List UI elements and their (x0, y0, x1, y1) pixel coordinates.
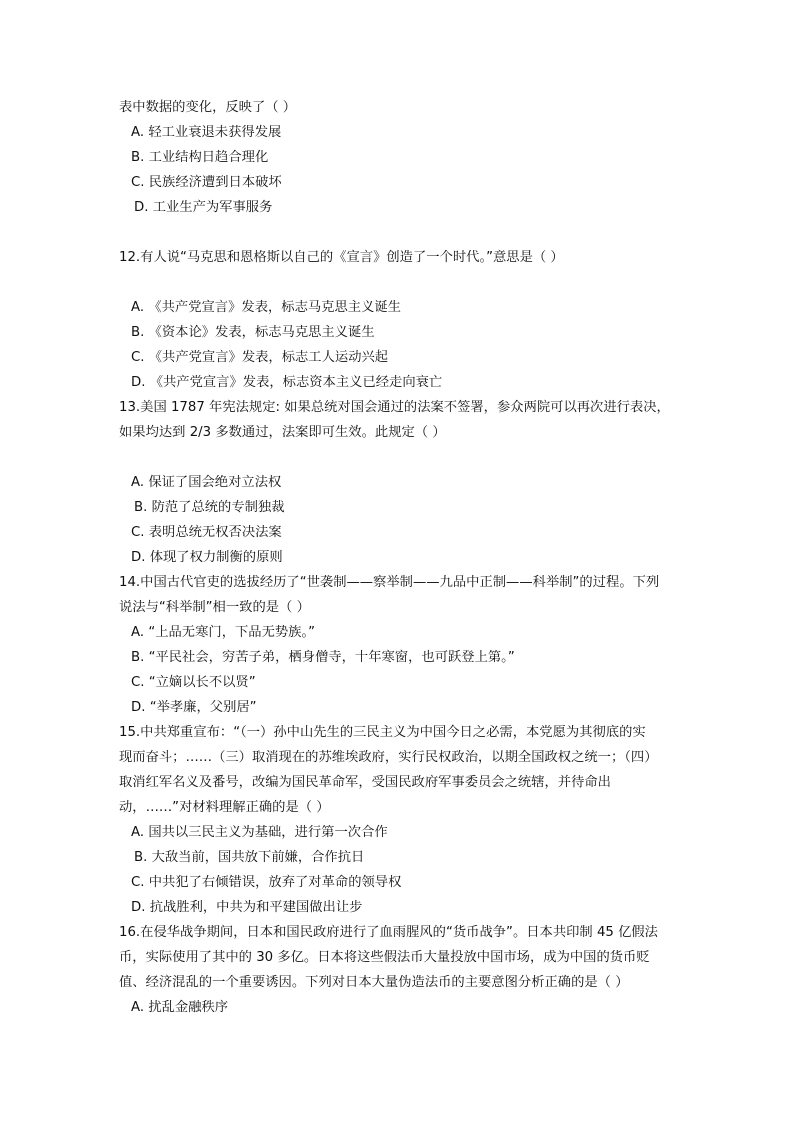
q15-stem-line-4: 动，……”对材料理解正确的是（ ） (119, 800, 330, 815)
q13-option-a: A. 保证了国会绝对立法权 (131, 475, 282, 490)
q12-option-d: D. 《共产党宣言》发表，标志资本主义已经走向衰亡 (131, 375, 443, 390)
q16-stem-line-2: 币，实际使用了其中的 30 多亿。日本将这些假法币大量投放中国市场，成为中国的货币贬 (119, 950, 650, 965)
q11-option-c: C. 民族经济遭到日本破坏 (131, 175, 282, 190)
q12-option-c: C. 《共产党宣言》发表，标志工人运动兴起 (131, 350, 389, 365)
q13-option-c: C. 表明总统无权否决法案 (131, 525, 282, 540)
q14-option-c: C. “立嫡以长不以贤” (131, 675, 256, 690)
q13-option-b: B. 防范了总统的专制独裁 (134, 500, 285, 515)
q14-option-a: A. “上品无寒门，下品无势族。” (131, 625, 316, 640)
q13-stem-line-1: 13.美国 1787 年宪法规定: 如果总统对国会通过的法案不签署，参众两院可以再次进行表决， (119, 400, 670, 415)
q14-stem-line-2: 说法与“科举制”相一致的是（ ） (119, 600, 310, 615)
q12-option-a: A. 《共产党宣言》发表，标志马克思主义诞生 (131, 300, 401, 315)
q14-option-b: B. “平民社会，穷苦子弟，栖身僧寺，十年寒窗，也可跃登上第。” (131, 650, 515, 665)
q12-stem: 12.有人说“马克思和恩格斯以自己的《宣言》创造了一个时代。”意思是（ ） (119, 250, 564, 265)
q14-option-d: D. “举孝廉，父别居” (131, 700, 257, 715)
q15-option-b: B. 大敌当前，国共放下前嫌，合作抗日 (134, 850, 365, 865)
q16-option-a: A. 扰乱金融秩序 (131, 1000, 229, 1015)
q11-option-d: D. 工业生产为军事服务 (134, 200, 273, 215)
q15-stem-line-3: 取消红军名义及番号，改编为国民革命军，受国民政府军事委员会之统辖，并待命出 (119, 775, 611, 790)
q16-stem-line-3: 值、经济混乱的一个重要诱因。下列对日本大量伪造法币的主要意图分析正确的是（ ） (119, 975, 629, 990)
q15-stem-line-1: 15.中共郑重宣布：“（一）孙中山先生的三民主义为中国今日之必需，本党愿为其彻底的实 (119, 725, 646, 740)
q11-option-a: A. 轻工业衰退未获得发展 (131, 125, 282, 140)
q14-stem-line-1: 14.中国古代官吏的选拔经历了“世袭制——察举制——九品中正制——科举制”的过程。下列 (119, 575, 660, 590)
q15-option-c: C. 中共犯了右倾错误，放弃了对革命的领导权 (131, 875, 402, 890)
q16-stem-line-1: 16.在侵华战争期间，日本和国民政府进行了血雨腥风的“货币战争”。日本共印制 45 亿假法 (119, 925, 658, 940)
q15-option-a: A. 国共以三民主义为基础，进行第一次合作 (131, 825, 388, 840)
q11-stem: 表中数据的变化，反映了（ ） (119, 100, 297, 115)
q15-stem-line-2: 现而奋斗；……（三）取消现在的苏维埃政府，实行民权政治，以期全国政权之统一；（四） (119, 750, 658, 765)
q12-option-b: B. 《资本论》发表，标志马克思主义诞生 (131, 325, 375, 340)
q13-stem-line-2: 如果均达到 2/3 多数通过，法案即可生效。此规定（ ） (119, 425, 446, 440)
q15-option-d: D. 抗战胜利，中共为和平建国做出让步 (131, 900, 363, 915)
q13-option-d: D. 体现了权力制衡的原则 (131, 550, 283, 565)
q11-option-b: B. 工业结构日趋合理化 (131, 150, 269, 165)
